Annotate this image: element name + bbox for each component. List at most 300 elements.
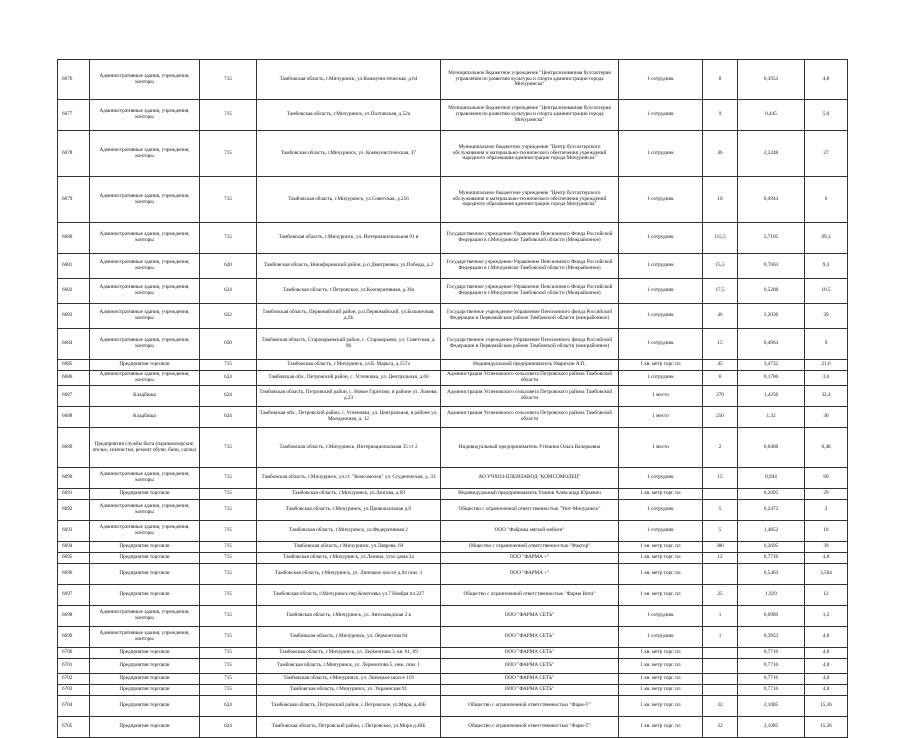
table-row — [58, 500, 848, 521]
annual-volume-cell: 0,4944 — [738, 177, 805, 223]
object-address-cell: Тамбовская область, г.Мичуринск, ул.Лаврова, 69 — [257, 542, 441, 553]
object-category-cell: Административные здания, учреждения, конторы — [90, 304, 200, 329]
table-row — [58, 304, 848, 329]
record-number-cell: 6684 — [58, 329, 90, 360]
object-category-cell: Административные здания, учреждения, конторы — [90, 468, 200, 489]
okato-code-cell: 624 — [200, 386, 257, 407]
table-row — [58, 648, 848, 659]
object-category-cell: Предприятия торговли — [90, 648, 200, 659]
object-address-cell: Тамбовская область, г.Мичуринск, ул.Полтавская, д.52а — [257, 100, 441, 131]
object-category-cell: Административные здания, учреждения, конторы — [90, 329, 200, 360]
organization-name-cell: Администрация Успеновского сельсовета Петровского района Тамбовской области — [441, 386, 619, 407]
annual-volume-cell: 0,7663 — [738, 254, 805, 279]
object-category-cell: Административные здания, учреждения, конторы — [90, 131, 200, 177]
table-row — [58, 696, 848, 717]
annual-mass-cell: 9 — [805, 329, 848, 360]
accrual-unit-cell: 1 кв. метр торг. пл — [619, 553, 703, 564]
organization-name-cell: Общество с ограниченной ответственностью "Фактор" — [441, 542, 619, 553]
annual-mass-cell: 12 — [805, 585, 848, 606]
annual-volume-cell: 2,2036 — [738, 304, 805, 329]
unit-quantity-cell: 10 — [703, 177, 738, 223]
annual-volume-cell: 1,4256 — [738, 386, 805, 407]
unit-quantity-cell: 8 — [703, 60, 738, 100]
object-category-cell: Предприятия торговли — [90, 674, 200, 685]
annual-volume-cell: 0,7716 — [738, 553, 805, 564]
organization-name-cell: ООО "ФАРМА +" — [441, 564, 619, 585]
object-address-cell: Тамбовская область, г.Мичуринск, ул. Липецкое шоссе 119 — [257, 674, 441, 685]
okato-code-cell: 622 — [200, 304, 257, 329]
record-number-cell: 6703 — [58, 685, 90, 696]
record-number-cell: 6681 — [58, 254, 90, 279]
okato-code-cell: 715 — [200, 428, 257, 468]
organization-name-cell: Государственное учреждение-Управление Пенсионного фонда Российской Федерации в Первомайском районе Тамбовской области (межрайонное) — [441, 329, 619, 360]
organization-name-cell: ООО "ФАРМА СЕТЬ" — [441, 685, 619, 696]
accrual-unit-cell: 1 сотрудник — [619, 371, 703, 386]
accrual-unit-cell: 1 сотрудник — [619, 60, 703, 100]
unit-quantity-cell: 115,5 — [703, 223, 738, 254]
annual-volume-cell: 0,3953 — [738, 627, 805, 648]
organization-name-cell: Государственное учреждение-Управление Пенсионного Фонда Российской Федерации в г.Мичуринске Тамбовской области (Межрайонное) — [441, 279, 619, 304]
object-category-cell: Административные здания, учреждения, конторы — [90, 60, 200, 100]
unit-quantity-cell: 5 — [703, 500, 738, 521]
table-row — [58, 685, 848, 696]
okato-code-cell: 715 — [200, 564, 257, 585]
annual-volume-cell: 6,2005 — [738, 489, 805, 500]
record-number-cell: 6696 — [58, 564, 90, 585]
table-row — [58, 131, 848, 177]
object-address-cell: Тамбовская область, г.Мичуринск, ул. Украинская 91 — [257, 685, 441, 696]
record-number-cell: 6692 — [58, 500, 90, 521]
annual-volume-cell: 0,944 — [738, 468, 805, 489]
object-category-cell: Административные здания, учреждения, конторы — [90, 223, 200, 254]
okato-code-cell: 624 — [200, 279, 257, 304]
annual-mass-cell: 69,3 — [805, 223, 848, 254]
unit-quantity-cell: 250 — [703, 407, 738, 428]
object-address-cell: Тамбовская область, Первомайский район, р.п.Первомайский, ул.Больничная, д.2Б — [257, 304, 441, 329]
okato-code-cell: 715 — [200, 659, 257, 674]
accrual-unit-cell: 1 сотрудник — [619, 606, 703, 627]
okato-code-cell: 715 — [200, 521, 257, 542]
annual-mass-cell: 3,6 — [805, 371, 848, 386]
table-row — [58, 659, 848, 674]
object-address-cell: Тамбовская область, Петровский район, с.Петровское, ул.Мира д.46Б — [257, 717, 441, 738]
table-row — [58, 223, 848, 254]
table-row — [58, 407, 848, 428]
annual-mass-cell: 27 — [805, 131, 848, 177]
annual-volume-cell: 0,5208 — [738, 279, 805, 304]
record-number-cell: 6683 — [58, 304, 90, 329]
object-category-cell: Предприятия торговли — [90, 489, 200, 500]
annual-mass-cell: 6 — [805, 177, 848, 223]
record-number-cell: 6702 — [58, 674, 90, 685]
accrual-unit-cell: 1 сотрудник — [619, 254, 703, 279]
organization-name-cell: Муниципальное бюджетное учреждение "Центр бухгалтерского обслуживания и материально-технического обеспечения учреждений народного образования администрации города Мичуринска" — [441, 131, 619, 177]
object-category-cell: Предприятия торговли — [90, 564, 200, 585]
object-category-cell: Предприятия торговли — [90, 659, 200, 674]
record-number-cell: 6686 — [58, 371, 90, 386]
okato-code-cell: 715 — [200, 542, 257, 553]
object-category-cell: Предприятия торговли — [90, 717, 200, 738]
unit-quantity-cell: 380 — [703, 542, 738, 553]
record-number-cell: 6685 — [58, 360, 90, 371]
table-row — [58, 627, 848, 648]
annual-mass-cell: 1,2 — [805, 606, 848, 627]
object-category-cell: Административные здания, учреждения, конторы — [90, 521, 200, 542]
annual-volume-cell: 0,7716 — [738, 648, 805, 659]
unit-quantity-cell: 15,5 — [703, 254, 738, 279]
annual-mass-cell: 32,4 — [805, 386, 848, 407]
accrual-unit-cell: 1 место — [619, 386, 703, 407]
record-number-cell: 6688 — [58, 407, 90, 428]
unit-quantity-cell: 1 — [703, 606, 738, 627]
organization-name-cell: Муниципальное бюджетное учреждение "Центр бухгалтерского обслуживания и материально-технического обеспечения учреждений народного образования администрации города Мичуринска" — [441, 177, 619, 223]
okato-code-cell: 715 — [200, 489, 257, 500]
unit-quantity-cell — [703, 674, 738, 685]
table-row — [58, 254, 848, 279]
accrual-unit-cell: 1 кв. метр торг. пл — [619, 648, 703, 659]
accrual-unit-cell: 1 кв. метр торг. пл — [619, 674, 703, 685]
record-number-cell: 6693 — [58, 521, 90, 542]
unit-quantity-cell: 270 — [703, 386, 738, 407]
object-address-cell: Тамбовская область, г.Петровское, ул.Кооперативная, д.39а — [257, 279, 441, 304]
unit-quantity-cell — [703, 659, 738, 674]
okato-code-cell: 715 — [200, 360, 257, 371]
accrual-unit-cell: 1 сотрудник — [619, 521, 703, 542]
annual-volume-cell: 2,2248 — [738, 131, 805, 177]
table-row — [58, 329, 848, 360]
record-number-cell: 6682 — [58, 279, 90, 304]
annual-mass-cell: 3 — [805, 500, 848, 521]
unit-quantity-cell — [703, 489, 738, 500]
annual-mass-cell: 39 — [805, 542, 848, 553]
okato-code-cell: 624 — [200, 717, 257, 738]
annual-volume-cell: 0,7716 — [738, 685, 805, 696]
accrual-unit-cell: 1 кв. метр торг. пл — [619, 585, 703, 606]
table-row — [58, 521, 848, 542]
accrual-unit-cell: 1 сотрудник — [619, 329, 703, 360]
object-address-cell: Тамбовская область, г.Мичуринск, ул.Б. Маркса, д.157а — [257, 360, 441, 371]
organization-name-cell: АО УЧХОЗ-ПЛЕМЗАВОД "КОМСОМОЛЕЦ" — [441, 468, 619, 489]
organization-name-cell: ООО "ФАРМА СЕТЬ" — [441, 627, 619, 648]
okato-code-cell: 715 — [200, 585, 257, 606]
organization-name-cell: ООО "ФАРМА СЕТЬ" — [441, 606, 619, 627]
unit-quantity-cell: 1 — [703, 627, 738, 648]
organization-name-cell: Общество с ограниченной ответственностью "Фарм-Т" — [441, 717, 619, 738]
annual-mass-cell: 4,8 — [805, 659, 848, 674]
annual-volume-cell: 0,7716 — [738, 659, 805, 674]
object-category-cell: Предприятия торговли — [90, 696, 200, 717]
organization-name-cell: Индивидуальный предприниматель Уханов Александр Юрьевич — [441, 489, 619, 500]
record-number-cell: 6679 — [58, 177, 90, 223]
organization-name-cell: ООО "ФАРМА СЕТЬ" — [441, 648, 619, 659]
table-row — [58, 279, 848, 304]
unit-quantity-cell: 25 — [703, 585, 738, 606]
record-number-cell: 6694 — [58, 542, 90, 553]
unit-quantity-cell: 32 — [703, 717, 738, 738]
accrual-unit-cell: 1 сотрудник — [619, 131, 703, 177]
table-row — [58, 606, 848, 627]
object-address-cell: Тамбовская область, г.Мичуринск, ул.Привокзальная д.8 — [257, 500, 441, 521]
object-address-cell: Тамбовская область, г.Мичуринск, ул. Интернациональная 91 в — [257, 223, 441, 254]
okato-code-cell: 715 — [200, 685, 257, 696]
object-address-cell: Тамбовская область, г.Мичуринск, ул.Федеративная 2 — [257, 521, 441, 542]
record-number-cell: 6697 — [58, 585, 90, 606]
annual-mass-cell: 29 — [805, 489, 848, 500]
table-row — [58, 360, 848, 371]
annual-volume-cell: 0,1786 — [738, 371, 805, 386]
object-category-cell: Административные здания, учреждения, конторы — [90, 371, 200, 386]
table-row — [58, 177, 848, 223]
organization-name-cell: ООО "ФАРМА СЕТЬ" — [441, 659, 619, 674]
table-row — [58, 371, 848, 386]
accrual-unit-cell: 1 кв. метр торг. пл — [619, 717, 703, 738]
table-row — [58, 585, 848, 606]
record-number-cell: 6701 — [58, 659, 90, 674]
annual-mass-cell: 4,8 — [805, 648, 848, 659]
okato-code-cell: 715 — [200, 60, 257, 100]
annual-volume-cell: 0,0989 — [738, 606, 805, 627]
annual-volume-cell: 0,445 — [738, 100, 805, 131]
organization-name-cell: Муниципальное бюджетное учреждение "Централизованная бухгалтерия управления по развитию культуры и спорта администрации города Мичуринска" — [441, 60, 619, 100]
record-number-cell: 6691 — [58, 489, 90, 500]
object-category-cell: Административные здания, учреждения, конторы — [90, 100, 200, 131]
unit-quantity-cell: 5 — [703, 521, 738, 542]
annual-volume-cell: 1,32 — [738, 407, 805, 428]
okato-code-cell: 715 — [200, 674, 257, 685]
organization-name-cell: Муниципальное бюджетное учреждение "Централизованная бухгалтерия управления по развитию культуры и спорта администрации города Мичуринска" — [441, 100, 619, 131]
annual-volume-cell: 0,2472 — [738, 500, 805, 521]
record-number-cell: 6680 — [58, 223, 90, 254]
accrual-unit-cell: 1 сотрудник — [619, 279, 703, 304]
unit-quantity-cell — [703, 564, 738, 585]
object-category-cell: Кладбища — [90, 407, 200, 428]
table-row — [58, 100, 848, 131]
object-category-cell: Предприятия торговли — [90, 360, 200, 371]
table-row — [58, 386, 848, 407]
annual-mass-cell: 18 — [805, 521, 848, 542]
okato-code-cell: 715 — [200, 627, 257, 648]
annual-mass-cell: 3,504 — [805, 564, 848, 585]
annual-mass-cell: 4,8 — [805, 685, 848, 696]
organization-name-cell: Администрация Успеновского сельсовета Петровского района Тамбовской области — [441, 371, 619, 386]
unit-quantity-cell: 17,5 — [703, 279, 738, 304]
unit-quantity-cell: 15 — [703, 468, 738, 489]
okato-code-cell: 715 — [200, 606, 257, 627]
annual-volume-cell: 5,7105 — [738, 223, 805, 254]
accrual-unit-cell: 1 сотрудник — [619, 223, 703, 254]
organization-name-cell: Индивидуальный предприниматель Утешина Ольга Валерьевна — [441, 428, 619, 468]
object-category-cell: Предприятия торговли — [90, 685, 200, 696]
accrual-unit-cell: 1 место — [619, 407, 703, 428]
organization-name-cell: ООО "ФАРМА СЕТЬ" — [441, 674, 619, 685]
okato-code-cell: 650 — [200, 329, 257, 360]
object-address-cell: Тамбовская область, Петровский район, с.Петровское, ул.Мира, д.46Б — [257, 696, 441, 717]
table-row — [58, 468, 848, 489]
table-row — [58, 428, 848, 468]
object-category-cell: Предприятия торговли — [90, 553, 200, 564]
table-row — [58, 553, 848, 564]
annual-mass-cell: 10,5 — [805, 279, 848, 304]
okato-code-cell: 624 — [200, 371, 257, 386]
okato-code-cell: 715 — [200, 500, 257, 521]
accrual-unit-cell: 1 кв. метр торг. пл — [619, 564, 703, 585]
object-address-cell: Тамбовская обл., Петровский район, с. Успеновка, ул. Центральная, д.60 — [257, 371, 441, 386]
okato-code-cell: 620 — [200, 254, 257, 279]
table-row — [58, 60, 848, 100]
okato-code-cell: 715 — [200, 177, 257, 223]
object-address-cell: Тамбовская область, г.Мичуринск, ул. Липецкое шоссе д.94 пом. 3 — [257, 564, 441, 585]
object-address-cell: Тамбовская область, г.Мичуринск, ул. Лермонтова 84 — [257, 627, 441, 648]
unit-quantity-cell: 32 — [703, 696, 738, 717]
annual-mass-cell: 4,8 — [805, 60, 848, 100]
organization-name-cell: Общество с ограниченной ответственностью "Фарма Вита" — [441, 585, 619, 606]
annual-mass-cell: 4,8 — [805, 553, 848, 564]
table-row — [58, 489, 848, 500]
okato-code-cell: 715 — [200, 553, 257, 564]
accrual-unit-cell: 1 сотрудник — [619, 468, 703, 489]
object-address-cell: Тамбовская область, г.Мичуринск, ул. Лермонтова 5, неж. пом. 1 — [257, 659, 441, 674]
table-row — [58, 717, 848, 738]
object-category-cell: Предприятия торговли — [90, 585, 200, 606]
accrual-unit-cell: 1 кв. метр торг. пл — [619, 659, 703, 674]
object-category-cell: Административные здания, учреждения, конторы — [90, 177, 200, 223]
table-row — [58, 674, 848, 685]
object-address-cell: Тамбовская область, г.Мичуринск, ул.ст. "Комсомолец" ул. Студенческая, д. 33 — [257, 468, 441, 489]
okato-code-cell: 624 — [200, 407, 257, 428]
object-address-cell: Тамбовская область, Никифоровский район, р.п.Дмитриевка, ул.Победы, д.2 — [257, 254, 441, 279]
object-address-cell: Тамбовская область, г.Мичуринск, Интернациональная 35 ст 2 — [257, 428, 441, 468]
okato-code-cell: 715 — [200, 223, 257, 254]
accrual-unit-cell: 1 сотрудник — [619, 177, 703, 223]
object-address-cell: Тамбовская обл., Петровский район, с. Успеновка, ул. Центральная, в районе ул. Молодежная, д. 12 — [257, 407, 441, 428]
organization-name-cell: Администрация Успеновского сельсовета Петровского района Тамбовской области — [441, 407, 619, 428]
table-row — [58, 542, 848, 553]
accrual-unit-cell: 1 кв. метр торг. пл — [619, 489, 703, 500]
record-number-cell: 6704 — [58, 696, 90, 717]
record-number-cell: 6690 — [58, 468, 90, 489]
organization-name-cell: Индивидуальный предприниматель Уварихин А.П. — [441, 360, 619, 371]
organization-name-cell: ООО "ФАРМА +" — [441, 553, 619, 564]
record-number-cell: 6699 — [58, 627, 90, 648]
annual-volume-cell: 0,3953 — [738, 60, 805, 100]
annual-volume-cell: 0,7716 — [738, 674, 805, 685]
annual-volume-cell: 0,4964 — [738, 329, 805, 360]
organization-name-cell: Государственное учреждение-Управление Пенсионного Фонда Российской Федерации в г.Мичуринске Тамбовской области (Межрайонное) — [441, 223, 619, 254]
object-address-cell: Тамбовская область, г.Мичуринск, ул.Коммунистическая, д.64 — [257, 60, 441, 100]
table-body — [58, 60, 848, 738]
annual-mass-cell: 39 — [805, 304, 848, 329]
record-number-cell: 6687 — [58, 386, 90, 407]
record-number-cell: 6676 — [58, 60, 90, 100]
object-category-cell: Административные здания, учреждения, конторы — [90, 254, 200, 279]
annual-volume-cell: 0,0468 — [738, 428, 805, 468]
accrual-unit-cell: 1 сотрудник — [619, 304, 703, 329]
annual-mass-cell: 4,8 — [805, 674, 848, 685]
annual-volume-cell: 1,4852 — [738, 521, 805, 542]
accrual-unit-cell: 1 сотрудник — [619, 100, 703, 131]
object-address-cell: Тамбовская область, г.Мичуринск, ул.Лязгова, д.69 — [257, 489, 441, 500]
accrual-unit-cell: 1 кв. метр торг. пл — [619, 696, 703, 717]
object-category-cell: Административные здания, учреждения, конторы — [90, 279, 200, 304]
unit-quantity-cell — [703, 648, 738, 659]
annual-mass-cell: 0,48 — [805, 428, 848, 468]
accrual-unit-cell: 1 сотрудник — [619, 500, 703, 521]
unit-quantity-cell: 15 — [703, 329, 738, 360]
okato-code-cell: 715 — [200, 468, 257, 489]
record-number-cell: 6700 — [58, 648, 90, 659]
organization-name-cell: ООО "Фабрика мягкой мебели" — [441, 521, 619, 542]
unit-quantity-cell: 2 — [703, 428, 738, 468]
object-address-cell: Тамбовская область, г.Мичуринск пер.Кочетовка ул.7 Ноября пл.227 — [257, 585, 441, 606]
unit-quantity-cell: 6 — [703, 371, 738, 386]
object-address-cell: Тамбовская область, Староюрьевский район, с. Староюрьево, ул. Советская, д. 96 — [257, 329, 441, 360]
accrual-unit-cell: 1 кв. метр торг. пл — [619, 542, 703, 553]
annual-mass-cell: 30 — [805, 407, 848, 428]
unit-quantity-cell: 46 — [703, 131, 738, 177]
annual-volume-cell: 3,4732 — [738, 360, 805, 371]
table-row — [58, 564, 848, 585]
annual-volume-cell: 0,5463 — [738, 564, 805, 585]
unit-quantity-cell — [703, 685, 738, 696]
annual-mass-cell: 21,6 — [805, 360, 848, 371]
object-address-cell: Тамбовская область, Петровский район, с. Новое Гаритово, в районе ул. Ложева, д.23 — [257, 386, 441, 407]
record-number-cell: 6695 — [58, 553, 90, 564]
organization-name-cell: Общество с ограниченной ответственностью "Фарм-Т" — [441, 696, 619, 717]
annual-mass-cell: 9,3 — [805, 254, 848, 279]
annual-mass-cell: 4,8 — [805, 627, 848, 648]
object-address-cell: Тамбовская область, г.Мичуринск, ул. Коммунистическая, 47 — [257, 131, 441, 177]
object-address-cell: Тамбовская область, г.Мичуринск, ул.Ленина, угол дома 2а — [257, 553, 441, 564]
annual-mass-cell: 15,36 — [805, 717, 848, 738]
okato-code-cell: 624 — [200, 696, 257, 717]
annual-volume-cell: 6,2695 — [738, 542, 805, 553]
annual-mass-cell: 5,0 — [805, 100, 848, 131]
unit-quantity-cell: 45 — [703, 360, 738, 371]
object-category-cell: Административные здания, учреждения, конторы — [90, 606, 200, 627]
accrual-unit-cell: 1 сотрудник — [619, 627, 703, 648]
object-category-cell: Предприятия торговли — [90, 542, 200, 553]
unit-quantity-cell: 9 — [703, 100, 738, 131]
object-address-cell: Тамбовская область, г.Мичуринск, ул. Лермонтова 3, кв. 61, 69 — [257, 648, 441, 659]
object-category-cell: Кладбища — [90, 386, 200, 407]
organization-name-cell: Общество с ограниченной ответственностью "Уют-Мичуринск" — [441, 500, 619, 521]
organization-name-cell: Государственное учреждение-Управление Пенсионного Фонда Российской Федерации в г.Мичуринске Тамбовской области (Межрайонное) — [441, 254, 619, 279]
annual-volume-cell: 1,929 — [738, 585, 805, 606]
object-address-cell: Тамбовская область, г.Мичуринск, ул. Автозаводская 2 в — [257, 606, 441, 627]
annual-mass-cell: 60 — [805, 468, 848, 489]
accrual-unit-cell: 1 кв. метр торг. пл — [619, 685, 703, 696]
record-number-cell: 6677 — [58, 100, 90, 131]
record-number-cell: 6698 — [58, 606, 90, 627]
waste-register-table — [57, 59, 848, 738]
record-number-cell: 6689 — [58, 428, 90, 468]
okato-code-cell: 715 — [200, 131, 257, 177]
object-category-cell: Предприятия службы быта (парикмахерские, ателье, химчистки, ремонт обуви, бани, сауны) — [90, 428, 200, 468]
object-address-cell: Тамбовская область, г.Мичуринск, ул.Советская, д.256 — [257, 177, 441, 223]
okato-code-cell: 715 — [200, 100, 257, 131]
object-category-cell: Административные здания, учреждения, конторы — [90, 627, 200, 648]
accrual-unit-cell: 1 место — [619, 428, 703, 468]
annual-volume-cell: 2,1085 — [738, 696, 805, 717]
unit-quantity-cell: 12 — [703, 553, 738, 564]
annual-volume-cell: 2,1085 — [738, 717, 805, 738]
record-number-cell: 6705 — [58, 717, 90, 738]
object-category-cell: Административные здания, учреждения, конторы — [90, 500, 200, 521]
record-number-cell: 6678 — [58, 131, 90, 177]
annual-mass-cell: 15,36 — [805, 696, 848, 717]
unit-quantity-cell: 46 — [703, 304, 738, 329]
accrual-unit-cell: 1 кв. метр торг. пл — [619, 360, 703, 371]
